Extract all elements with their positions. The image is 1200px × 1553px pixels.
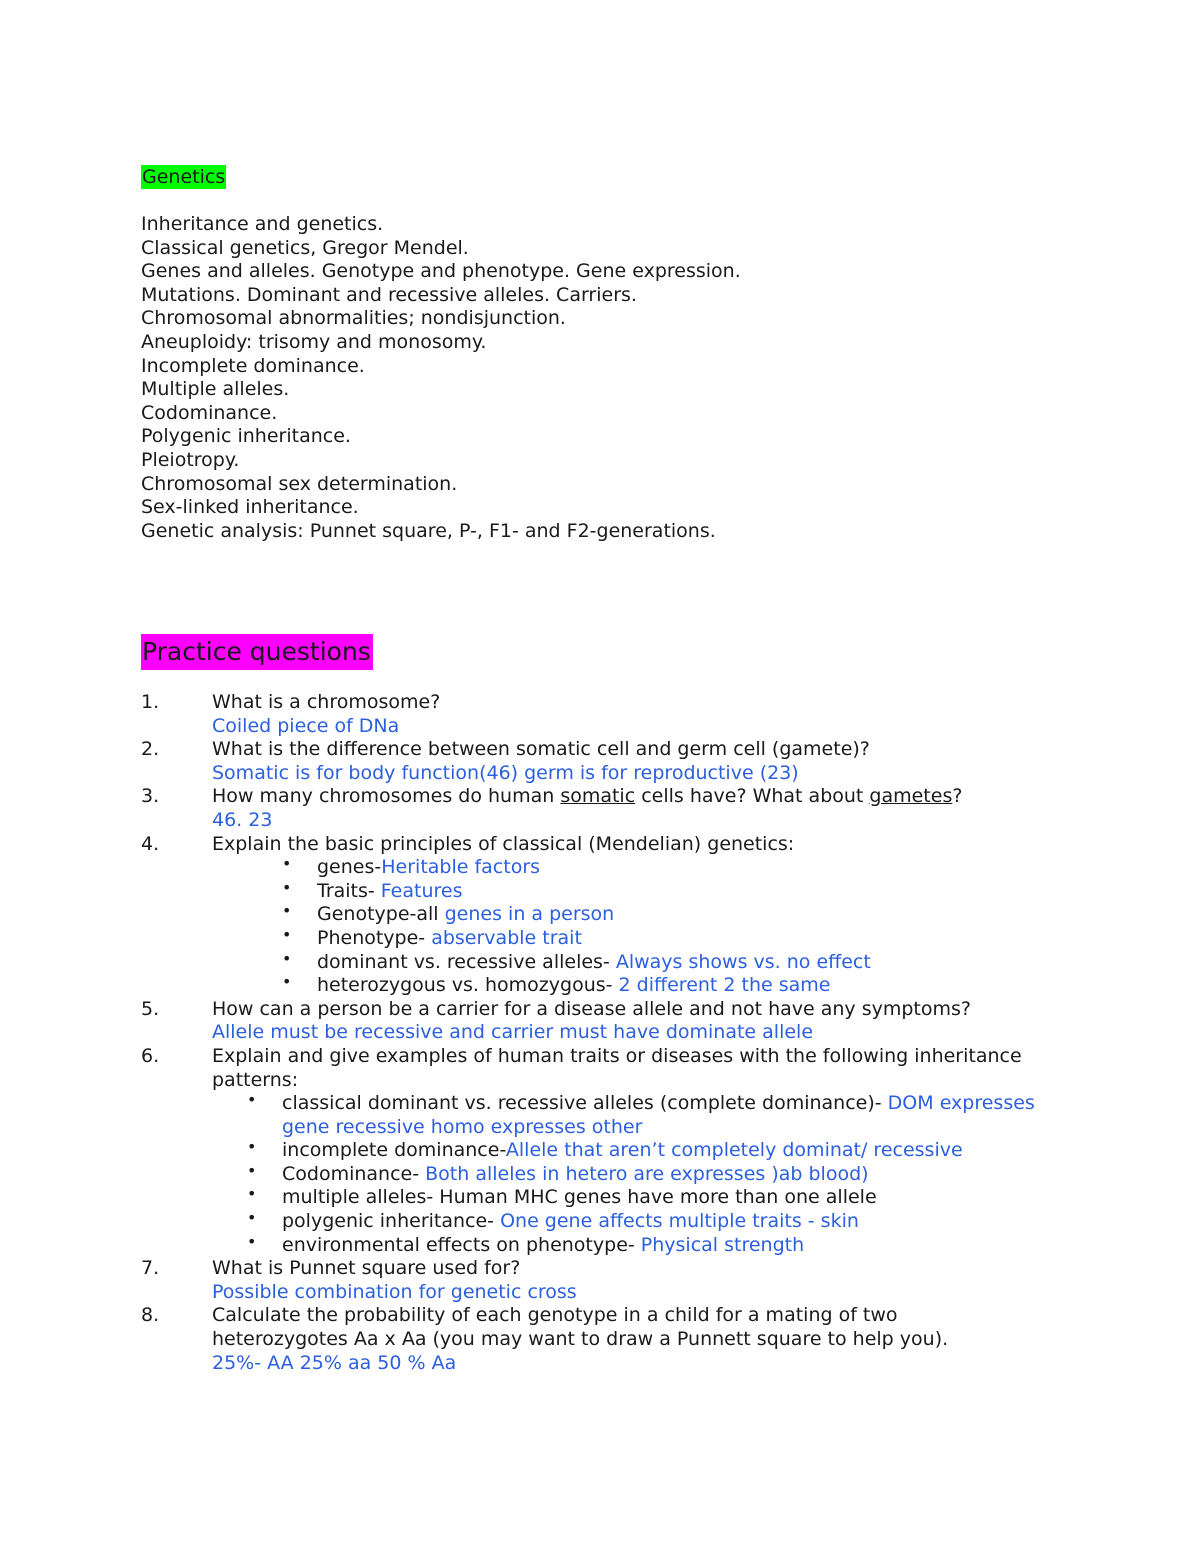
answer-7 [141, 1281, 1061, 1305]
bullet-icon: • [247, 1137, 257, 1157]
bullet-label: heterozygous vs. homozygous- [317, 974, 619, 997]
bullet-icon: • [282, 854, 292, 874]
question-text: Explain the basic principles of classical (Mendelian) genetics: [212, 832, 795, 855]
answer-text: Allele must be recessive and carrier must have dominate allele [212, 1021, 814, 1044]
bullet-item [141, 1139, 1061, 1163]
bullet-item [141, 1160, 1061, 1187]
answer-text: 25%- AA 25% aa 50 % Aa [212, 1351, 457, 1374]
question-7 [141, 1257, 1061, 1281]
bullet-item [141, 1231, 1061, 1258]
bullet-label: multiple alleles- Human MHC genes have more than one allele [282, 1186, 877, 1209]
bullet-text [282, 1234, 804, 1258]
topic-item: Aneuploidy: trisomy and monosomy. [141, 330, 487, 353]
bullet-text [317, 903, 614, 927]
bullet-text [282, 1092, 1035, 1116]
question-text: What is Punnet square used for? [212, 1257, 521, 1280]
bullet-item [141, 877, 1061, 904]
question-3 [141, 785, 1061, 809]
underlined-term: gametes [869, 785, 953, 808]
bullet-item [141, 1210, 1061, 1234]
question-text [212, 785, 962, 809]
bullet-icon: • [282, 877, 292, 897]
practice-questions-heading: Practice questions [141, 634, 373, 670]
question-number: 3. [141, 785, 160, 808]
bullet-label: classical dominant vs. recessive alleles (complete dominance)- [282, 1092, 888, 1115]
topic-item: Codominance. [141, 401, 278, 424]
question-text: heterozygotes Aa x Aa (you may want to draw a Punnett square to help you). [212, 1328, 949, 1351]
topic-item: Sex-linked inheritance. [141, 496, 359, 519]
question-1 [141, 691, 1061, 715]
question-text-part: cells have? What about [635, 785, 870, 808]
topic-item: Classical genetics, Gregor Mendel. [141, 236, 469, 259]
question-text: What is the difference between somatic cell and germ cell (gamete)? [212, 738, 870, 761]
topic-item: Genes and alleles. Genotype and phenotype. Gene expression. [141, 260, 741, 283]
question-text: Calculate the probability of each genotype in a child for a mating of two [212, 1304, 898, 1327]
topic-item: Pleiotropy. [141, 448, 240, 471]
answer-text: 46. 23 [212, 808, 273, 831]
question-2 [141, 738, 1061, 762]
bullet-icon: • [247, 1160, 257, 1180]
answer-1 [141, 715, 1061, 739]
question-number: 1. [141, 691, 160, 713]
question-6-continued [141, 1069, 1061, 1093]
answer-text: genes in a person [444, 903, 615, 926]
answer-text: 2 different 2 the same [618, 974, 831, 997]
bullet-text [282, 1139, 963, 1163]
bullet-text [317, 974, 831, 998]
bullet-label: Phenotype- [317, 926, 432, 949]
question-5 [141, 998, 1061, 1022]
question-number: 4. [141, 832, 160, 855]
question-6 [141, 1045, 1061, 1069]
bullet-item [141, 948, 1061, 975]
bullet-text [282, 1186, 877, 1210]
bullet-icon: • [282, 948, 292, 968]
topic-list [141, 213, 741, 543]
bullet-icon: • [282, 901, 292, 921]
bullet-label: Genotype-all [317, 903, 445, 926]
topic-item: Mutations. Dominant and recessive alleles. Carriers. [141, 283, 637, 306]
answer-text: DOM expresses [887, 1092, 1035, 1115]
bullet-item [141, 1186, 1061, 1210]
bullet-text [317, 927, 582, 951]
topic-item: Chromosomal abnormalities; nondisjunction. [141, 307, 566, 330]
answer-text: abservable trait [431, 926, 582, 949]
bullet-label: polygenic inheritance- [282, 1210, 501, 1233]
bullet-text [282, 1163, 869, 1187]
bullet-label: genes- [317, 856, 382, 879]
topic-item: Genetic analysis: Punnet square, P-, F1- and F2-generations. [141, 519, 716, 542]
underlined-term: somatic [560, 785, 636, 808]
answer-text: Heritable factors [381, 856, 541, 879]
question-list [141, 691, 1061, 1375]
bullet-label: Traits- [317, 879, 381, 902]
bullet-label: dominant vs. recessive alleles- [317, 950, 616, 973]
answer-text: Allele that aren’t completely dominat/ recessive [505, 1139, 963, 1162]
answer-3 [141, 809, 1061, 833]
bullet-label: environmental effects on phenotype- [282, 1233, 641, 1256]
answer-text: Physical strength [640, 1233, 805, 1256]
answer-text: Both alleles in hetero are expresses )ab blood) [425, 1162, 869, 1185]
bullet-item [141, 924, 1061, 951]
question-text: What is a chromosome? [212, 691, 441, 713]
topic-item: Chromosomal sex determination. [141, 472, 458, 495]
answer-8 [141, 1352, 1061, 1376]
question-8 [141, 1304, 1061, 1328]
bullet-label: incomplete dominance- [282, 1139, 506, 1162]
bullet-text [317, 856, 540, 880]
bullet-icon: • [282, 924, 292, 944]
bullet-text [282, 1210, 859, 1234]
answer-text: Possible combination for genetic cross [212, 1280, 577, 1303]
question-text: patterns: [212, 1068, 299, 1091]
genetics-title: Genetics [142, 166, 226, 188]
bullet-item [141, 856, 1061, 880]
bullet-icon: • [282, 972, 292, 992]
topic-item: Incomplete dominance. [141, 354, 365, 377]
bullet-item [141, 903, 1061, 927]
bullet-text [317, 880, 463, 904]
answer-2 [141, 762, 1061, 786]
question-8-continued [141, 1328, 1061, 1352]
question-number: 6. [141, 1044, 160, 1067]
topic-item: Multiple alleles. [141, 378, 290, 401]
bullet-icon: • [247, 1090, 257, 1110]
topic-item: Inheritance and genetics. [141, 213, 384, 235]
question-4 [141, 833, 1061, 857]
bullet-item [141, 974, 1061, 998]
answer-text: Coiled piece of DNa [212, 714, 400, 737]
bullet-item [141, 1092, 1061, 1116]
answer-text: Always shows vs. no effect [615, 950, 871, 973]
question-text-part: ? [952, 785, 963, 808]
answer-text: Somatic is for body function(46) germ is for reproductive (23) [212, 761, 799, 784]
answer-text: One gene affects multiple traits - skin [500, 1210, 859, 1233]
bullet-icon: • [247, 1184, 257, 1204]
bullet-icon: • [247, 1208, 257, 1228]
question-number: 7. [141, 1257, 160, 1280]
bullet-icon: • [247, 1231, 257, 1251]
question-number: 8. [141, 1304, 160, 1327]
bullet-label: Codominance- [282, 1162, 426, 1185]
topic-item: Polygenic inheritance. [141, 425, 351, 448]
question-text: Explain and give examples of human traits or diseases with the following inheritance [212, 1044, 1022, 1067]
answer-text: Features [380, 879, 463, 902]
answer-5 [141, 1021, 1061, 1045]
question-text: How can a person be a carrier for a disease allele and not have any symptoms? [212, 997, 971, 1020]
question-number: 2. [141, 738, 160, 761]
answer-text: gene recessive homo expresses other [282, 1115, 643, 1138]
question-number: 5. [141, 997, 160, 1020]
bullet-item-continued [141, 1116, 1061, 1140]
bullet-text [317, 951, 871, 975]
question-text-part: How many chromosomes do human [212, 785, 561, 808]
